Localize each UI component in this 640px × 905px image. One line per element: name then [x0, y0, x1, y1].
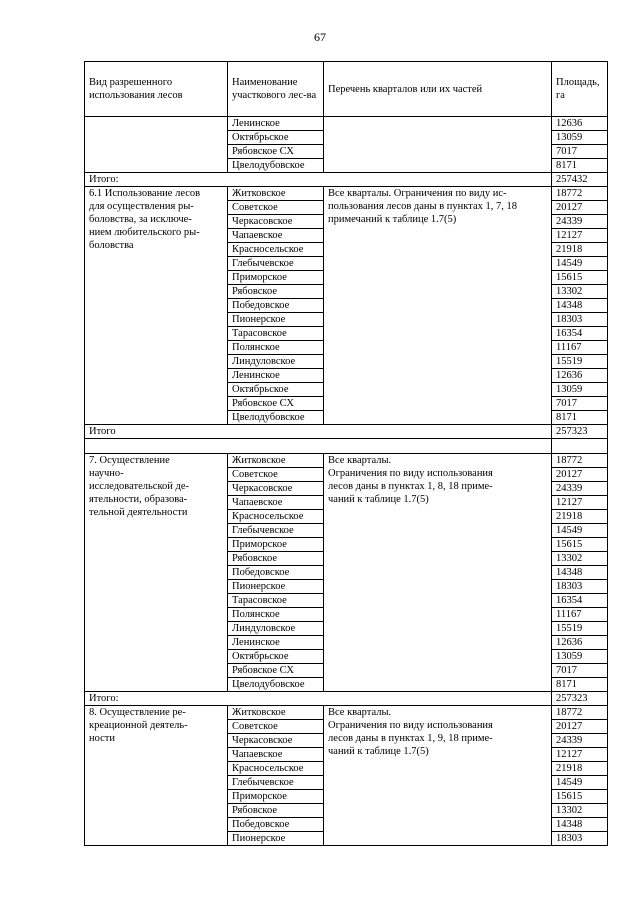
blank-row [85, 439, 608, 454]
area-value: 16354 [552, 594, 608, 608]
area-value: 8171 [552, 411, 608, 425]
area-value: 13302 [552, 285, 608, 299]
district-name: Красносельское [228, 510, 324, 524]
use-type-cell-line: боловства, за исключе- [89, 214, 192, 225]
district-name: Ленинское [228, 369, 324, 383]
area-value: 18303 [552, 580, 608, 594]
use-type-cell-line: 8. Осуществление ре- [89, 707, 186, 718]
use-type-cell-line: научно- [89, 468, 124, 479]
use-type-cell-line: тельной деятельности [89, 507, 188, 518]
quarters-description-line: пользования лесов даны в пунктах 1, 7, 18 [328, 201, 518, 212]
use-type-cell [85, 706, 228, 846]
area-value: 24339 [552, 215, 608, 229]
district-name: Победовское [228, 566, 324, 580]
district-name: Тарасовское [228, 594, 324, 608]
area-value: 12636 [552, 636, 608, 650]
area-value: 12127 [552, 229, 608, 243]
area-value: 15519 [552, 622, 608, 636]
district-name: Рябовское [228, 285, 324, 299]
header-district: Наименование участкового лес-ва [228, 62, 324, 117]
use-type-cell-line: для осуществления ры- [89, 201, 194, 212]
header-use-type: Вид разрешенного использования лесов [85, 62, 228, 117]
district-name: Полянское [228, 341, 324, 355]
total-value: 257432 [552, 173, 608, 187]
district-name: Приморское [228, 271, 324, 285]
area-value: 12636 [552, 369, 608, 383]
area-value: 14348 [552, 818, 608, 832]
area-value: 12127 [552, 748, 608, 762]
use-type-cell-line: 6.1 Использование лесов [89, 188, 201, 199]
district-name: Глебычевское [228, 257, 324, 271]
use-type-cell-line: нием любительского ры- [89, 227, 200, 238]
district-name: Черкасовское [228, 482, 324, 496]
use-type-cell-line: 7. Осуществление [89, 455, 170, 466]
district-name: Цвелодубовское [228, 678, 324, 692]
area-value: 14549 [552, 257, 608, 271]
district-name: Линдуловское [228, 355, 324, 369]
district-name: Победовское [228, 818, 324, 832]
district-name: Октябрьское [228, 131, 324, 145]
page-number: 67 [314, 30, 326, 44]
district-name: Черкасовское [228, 215, 324, 229]
quarters-description-line: Ограничения по виду использования [328, 720, 493, 731]
area-value: 18303 [552, 313, 608, 327]
table-row [85, 454, 608, 468]
quarters-description-line: чаний к таблице 1.7(5) [328, 746, 429, 757]
total-value: 257323 [552, 425, 608, 439]
area-value: 21918 [552, 510, 608, 524]
district-name: Рябовское [228, 552, 324, 566]
district-name: Чапаевское [228, 748, 324, 762]
district-name: Пионерское [228, 832, 324, 846]
total-label: Итого: [85, 173, 552, 187]
area-value: 13059 [552, 131, 608, 145]
district-name: Рябовское СХ [228, 397, 324, 411]
quarters-description-line: Все кварталы. [328, 455, 392, 466]
quarters-description [324, 706, 552, 846]
district-name: Полянское [228, 608, 324, 622]
district-name: Октябрьское [228, 650, 324, 664]
district-name: Победовское [228, 299, 324, 313]
use-type-cell [85, 187, 228, 425]
district-name: Ленинское [228, 117, 324, 131]
district-name: Чапаевское [228, 496, 324, 510]
area-value: 11167 [552, 608, 608, 622]
district-name: Житковское [228, 706, 324, 720]
area-value: 13302 [552, 804, 608, 818]
quarters-description-line: лесов даны в пунктах 1, 8, 18 приме- [328, 481, 493, 492]
area-value: 11167 [552, 341, 608, 355]
district-name: Цвелодубовское [228, 159, 324, 173]
district-name: Ленинское [228, 636, 324, 650]
area-value: 21918 [552, 243, 608, 257]
forest-use-table [84, 61, 608, 846]
use-type-cell-line: исследовательской де- [89, 481, 190, 492]
area-value: 18772 [552, 706, 608, 720]
district-name: Чапаевское [228, 229, 324, 243]
area-value: 7017 [552, 397, 608, 411]
use-type-cell-line: креационной деятель- [89, 720, 188, 731]
district-name: Рябовское [228, 804, 324, 818]
district-name: Линдуловское [228, 622, 324, 636]
quarters-description [324, 454, 552, 692]
quarters-description-line: чаний к таблице 1.7(5) [328, 494, 429, 505]
district-name: Глебычевское [228, 776, 324, 790]
header-quarters: Перечень кварталов или их частей [324, 62, 552, 117]
total-label: Итого: [85, 692, 552, 706]
area-value: 13059 [552, 650, 608, 664]
area-value: 14549 [552, 776, 608, 790]
area-value: 24339 [552, 482, 608, 496]
area-value: 15519 [552, 355, 608, 369]
area-value: 15615 [552, 538, 608, 552]
total-row [85, 425, 608, 439]
area-value: 21918 [552, 762, 608, 776]
total-value: 257323 [552, 692, 608, 706]
area-value: 7017 [552, 145, 608, 159]
district-name: Житковское [228, 454, 324, 468]
district-name: Красносельское [228, 762, 324, 776]
table-row [85, 117, 608, 131]
area-value: 18772 [552, 454, 608, 468]
header-area: Площадь, га [552, 62, 608, 117]
district-name: Тарасовское [228, 327, 324, 341]
area-value: 8171 [552, 678, 608, 692]
area-value: 12636 [552, 117, 608, 131]
total-row [85, 692, 608, 706]
area-value: 8171 [552, 159, 608, 173]
area-value: 13302 [552, 552, 608, 566]
use-type-cell-line: боловства [89, 240, 134, 251]
quarters-description-line: Все кварталы. Ограничения по виду ис- [328, 188, 507, 199]
area-value: 18303 [552, 832, 608, 846]
area-value: 13059 [552, 383, 608, 397]
district-name: Советское [228, 468, 324, 482]
table-row [85, 187, 608, 201]
table-body [85, 117, 608, 846]
quarters-description [324, 187, 552, 425]
area-value: 20127 [552, 720, 608, 734]
district-name: Черкасовское [228, 734, 324, 748]
quarters-description [324, 117, 552, 173]
quarters-description-line: лесов даны в пунктах 1, 9, 18 приме- [328, 733, 493, 744]
area-value: 20127 [552, 468, 608, 482]
area-value: 7017 [552, 664, 608, 678]
table-row [85, 706, 608, 720]
district-name: Приморское [228, 790, 324, 804]
area-value: 16354 [552, 327, 608, 341]
area-value: 15615 [552, 790, 608, 804]
total-row [85, 173, 608, 187]
district-name: Рябовское СХ [228, 145, 324, 159]
use-type-cell-line: ятельности, образова- [89, 494, 188, 505]
district-name: Рябовское СХ [228, 664, 324, 678]
quarters-description-line: примечаний к таблице 1.7(5) [328, 214, 457, 225]
area-value: 15615 [552, 271, 608, 285]
area-value: 12127 [552, 496, 608, 510]
table-header-row [85, 62, 608, 117]
area-value: 18772 [552, 187, 608, 201]
district-name: Пионерское [228, 313, 324, 327]
district-name: Октябрьское [228, 383, 324, 397]
district-name: Советское [228, 720, 324, 734]
district-name: Пионерское [228, 580, 324, 594]
district-name: Глебычевское [228, 524, 324, 538]
district-name: Красносельское [228, 243, 324, 257]
district-name: Советское [228, 201, 324, 215]
district-name: Приморское [228, 538, 324, 552]
total-label: Итого [85, 425, 552, 439]
blank-cell [552, 439, 608, 454]
quarters-description-line: Все кварталы. [328, 707, 392, 718]
district-name: Житковское [228, 187, 324, 201]
area-value: 24339 [552, 734, 608, 748]
use-type-cell [85, 117, 228, 173]
blank-cell [85, 439, 552, 454]
area-value: 14348 [552, 299, 608, 313]
area-value: 14549 [552, 524, 608, 538]
area-value: 20127 [552, 201, 608, 215]
use-type-cell [85, 454, 228, 692]
district-name: Цвелодубовское [228, 411, 324, 425]
use-type-cell-line: ности [89, 733, 115, 744]
quarters-description-line: Ограничения по виду использования [328, 468, 493, 479]
area-value: 14348 [552, 566, 608, 580]
